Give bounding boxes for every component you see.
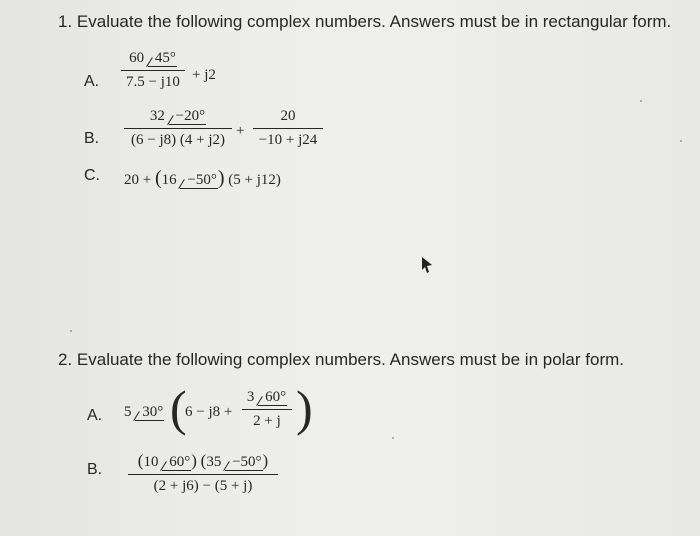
q1-b-num-magnitude: 32 — [149, 108, 165, 124]
q1-b-num-angle: −20° — [169, 108, 206, 125]
paper-speck — [70, 330, 72, 332]
q1-a-num-angle: 45° — [148, 50, 177, 67]
q1-c-label: C. — [84, 167, 100, 184]
q2-b-label: B. — [87, 461, 103, 478]
q1-a-denominator: 7.5 − j10 — [126, 74, 180, 90]
q2-a-magnitude: 5 — [124, 404, 132, 420]
q2-b-n2-angle: −50° — [225, 454, 262, 471]
q2-b-n1-magnitude: 10 — [143, 454, 159, 470]
q2-b-numerator: (10 60°) (35 −50°) — [137, 451, 269, 470]
q1-c-tail: (5 + j12) — [228, 172, 281, 188]
paper-speck — [680, 140, 682, 142]
q1-b-label: B. — [84, 130, 100, 147]
paper-speck — [392, 437, 394, 439]
q1-b-numerator-2: 20 — [280, 108, 296, 124]
q2-a-mag-angle — [124, 404, 164, 421]
q2-a-frac-angle: 60° — [258, 389, 287, 406]
q1-b-fraction-1 — [124, 108, 232, 149]
q1-a-label: A. — [84, 73, 100, 90]
q2-a-fraction — [242, 389, 292, 430]
q1-b-denominator-1: (6 − j8) (4 + j2) — [131, 132, 225, 148]
q2-a-frac-denominator: 2 + j — [253, 413, 281, 429]
q1-b-denominator-2: −10 + j24 — [258, 132, 318, 148]
q2-a-label: A. — [87, 407, 103, 424]
q2-b-denominator: (2 + j6) − (5 + j) — [153, 478, 253, 494]
q2-a-right-paren: ) — [296, 380, 313, 436]
q2-a-inner: 6 − j8 + — [185, 404, 233, 420]
question-1-text: 1. Evaluate the following complex numbers. Answers must be in rectangular form. — [58, 12, 672, 31]
q1-a-tail: + j2 — [192, 67, 216, 83]
q1-c-angle: −50° — [180, 172, 217, 189]
q2-b-n1-angle: 60° — [162, 454, 191, 471]
q1-c-magnitude: 16 — [161, 172, 177, 188]
q1-c-expression: 20 + (16 −50°) (5 + j12) — [124, 167, 281, 189]
question-2-text: 2. Evaluate the following complex numbers. Answers must be in polar form. — [58, 350, 624, 369]
q2-b-fraction — [128, 451, 278, 495]
q1-b-plus: + — [236, 123, 245, 139]
q1-b-fraction-2 — [253, 108, 323, 149]
q2-b-n2-magnitude: 35 — [206, 454, 222, 470]
q2-a-angle: 30° — [135, 404, 164, 421]
q1-a-num-magnitude: 60 — [129, 50, 145, 66]
q2-a-frac-magnitude: 3 — [246, 389, 255, 405]
q1-a-fraction — [121, 50, 185, 91]
q1-c-lead: 20 + — [124, 172, 152, 188]
q2-a-left-paren: ( — [170, 380, 187, 436]
paper-speck — [640, 100, 642, 102]
mouse-cursor-icon — [420, 256, 434, 274]
